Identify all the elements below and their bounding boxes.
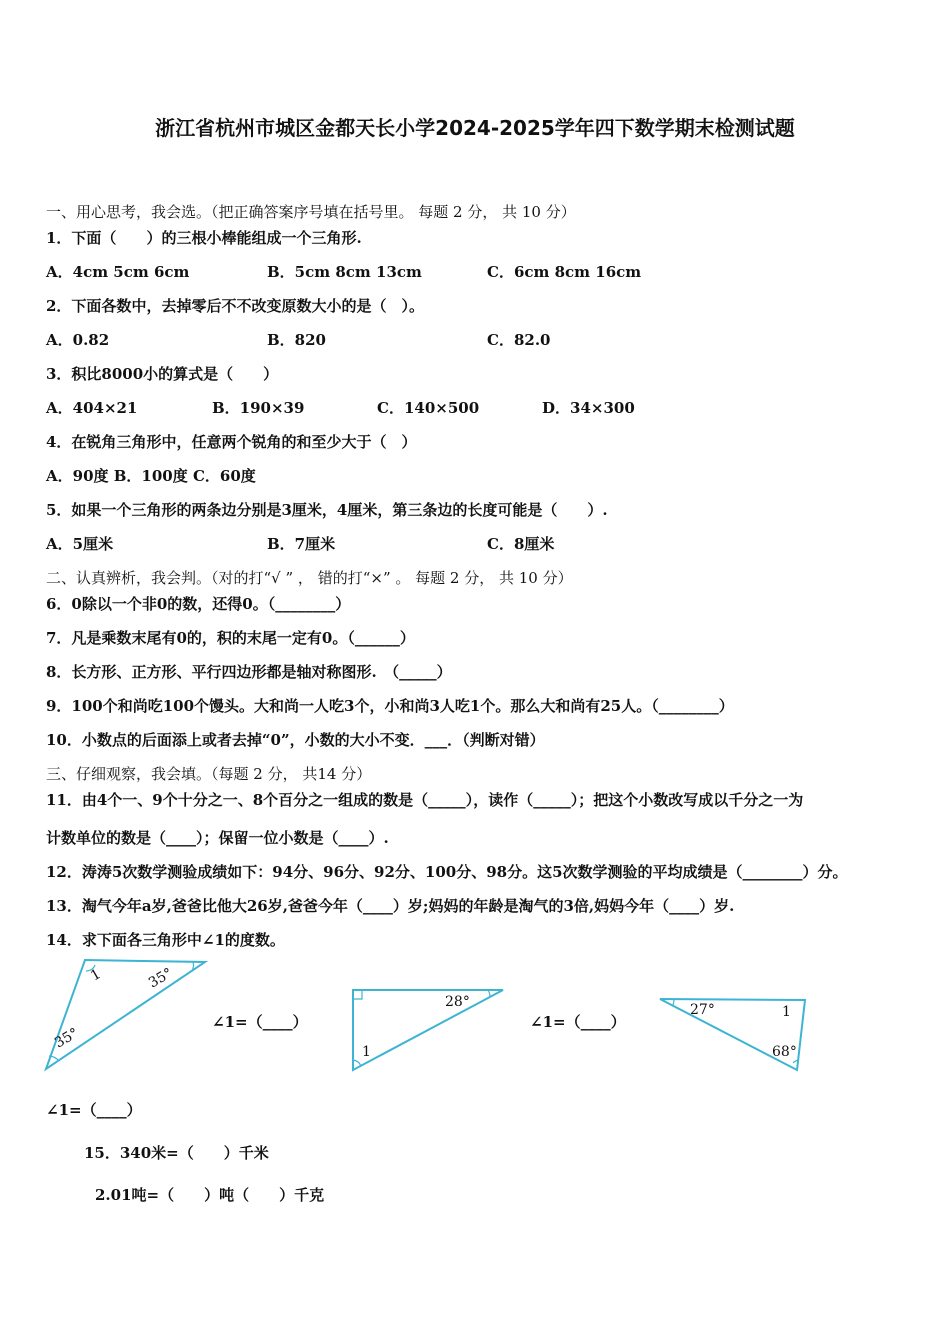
q15-line1: 15．340米=（ ）千米 bbox=[84, 1144, 269, 1162]
triangle-3-label-1: 1 bbox=[782, 1004, 791, 1020]
q4-options: A．90度 B．100度 C．60度 bbox=[46, 467, 256, 485]
q6: 6．0除以一个非0的数，还得0。（________） bbox=[46, 595, 351, 613]
q4-stem: 4．在锐角三角形中，任意两个锐角的和至少大于（ ） bbox=[46, 433, 417, 451]
q7: 7．凡是乘数末尾有0的，积的末尾一定有0。（______） bbox=[46, 629, 415, 647]
q1-option-c: C．6cm 8cm 16cm bbox=[487, 263, 642, 281]
q9: 9．100个和尚吃100个馒头。大和尚一人吃3个，小和尚3人吃1个。那么大和尚有25人。（________） bbox=[46, 697, 734, 715]
triangle-2-label-angle: 28° bbox=[445, 994, 470, 1010]
q5-option-a: A．5厘米 bbox=[46, 535, 114, 553]
q5-option-b: B．7厘米 bbox=[267, 535, 336, 553]
triangle-3-figure bbox=[652, 992, 817, 1077]
q3-stem: 3．积比8000小的算式是（ ） bbox=[46, 365, 279, 383]
triangle-1-shape bbox=[46, 960, 205, 1069]
q5-option-c: C．8厘米 bbox=[487, 535, 555, 553]
section3-heading: 三、仔细观察，我会填。（每题 2 分， 共14 分） bbox=[46, 765, 372, 783]
section2-heading: 二、认真辨析，我会判。（对的打“√ ” ， 错的打“×” 。 每题 2 分， 共 10 分） bbox=[46, 569, 573, 587]
q14-stem: 14．求下面各三角形中∠1的度数。 bbox=[46, 931, 285, 949]
q5-stem: 5．如果一个三角形的两条边分别是3厘米，4厘米，第三条边的长度可能是（ ）. bbox=[46, 501, 608, 519]
q1-option-a: A．4cm 5cm 6cm bbox=[46, 263, 190, 281]
q2-option-b: B．820 bbox=[267, 331, 326, 349]
q15-line2: 2.01吨=（ ）吨（ ）千克 bbox=[95, 1186, 325, 1204]
section1-heading: 一、用心思考，我会选。（把正确答案序号填在括号里。 每题 2 分， 共 10 分） bbox=[46, 203, 576, 221]
triangle-1-label-1: 1 bbox=[88, 966, 104, 985]
triangle-2-label-1: 1 bbox=[362, 1044, 371, 1060]
triangle-3-label-bottom-angle: 68° bbox=[772, 1044, 797, 1060]
q1-option-b: B．5cm 8cm 13cm bbox=[267, 263, 422, 281]
q8: 8．长方形、正方形、平行四边形都是轴对称图形. （_____） bbox=[46, 663, 452, 681]
q3-option-d: D．34×300 bbox=[542, 399, 635, 417]
triangle-3-answer: ∠1=（____） bbox=[46, 1101, 142, 1119]
triangle-1-figure bbox=[40, 955, 215, 1075]
q2-option-c: C．82.0 bbox=[487, 331, 551, 349]
triangle-1-answer: ∠1=（____） bbox=[212, 1013, 308, 1031]
q13: 13．淘气今年a岁,爸爸比他大26岁,爸爸今年（____）岁;妈妈的年龄是淘气的3倍,妈妈今年（____）岁. bbox=[46, 897, 735, 915]
q3-option-b: B．190×39 bbox=[212, 399, 305, 417]
triangle-1-label-top-angle: 35° bbox=[146, 965, 176, 992]
q2-stem: 2．下面各数中，去掉零后不不改变原数大小的是（ ）。 bbox=[46, 297, 424, 315]
q3-option-c: C．140×500 bbox=[377, 399, 480, 417]
triangle-2-figure bbox=[345, 982, 510, 1077]
q10: 10．小数点的后面添上或者去掉“0”，小数的大小不变．___．（判断对错） bbox=[46, 731, 545, 749]
triangle-2-answer: ∠1=（____） bbox=[530, 1013, 626, 1031]
triangle-2-shape bbox=[353, 990, 503, 1070]
q11-line1: 11．由4个一、9个十分之一、8个百分之一组成的数是（_____），读作（_____）；把这个小数改写成以千分之一为 bbox=[46, 791, 804, 809]
q1-stem: 1．下面（ ）的三根小棒能组成一个三角形. bbox=[46, 229, 362, 247]
q12: 12．涛涛5次数学测验成绩如下：94分、96分、92分、100分、98分。这5次数学测验的平均成绩是（________）分。 bbox=[46, 863, 848, 881]
q3-option-a: A．404×21 bbox=[46, 399, 138, 417]
triangle-1-label-bottom-angle: 35° bbox=[52, 1025, 82, 1052]
q2-option-a: A．0.82 bbox=[46, 331, 110, 349]
triangle-3-label-left-angle: 27° bbox=[690, 1002, 715, 1018]
q11-line2: 计数单位的数是（____）；保留一位小数是（____）. bbox=[46, 829, 389, 847]
page-title: 浙江省杭州市城区金都天长小学2024-2025学年四下数学期末检测试题 bbox=[155, 116, 795, 140]
